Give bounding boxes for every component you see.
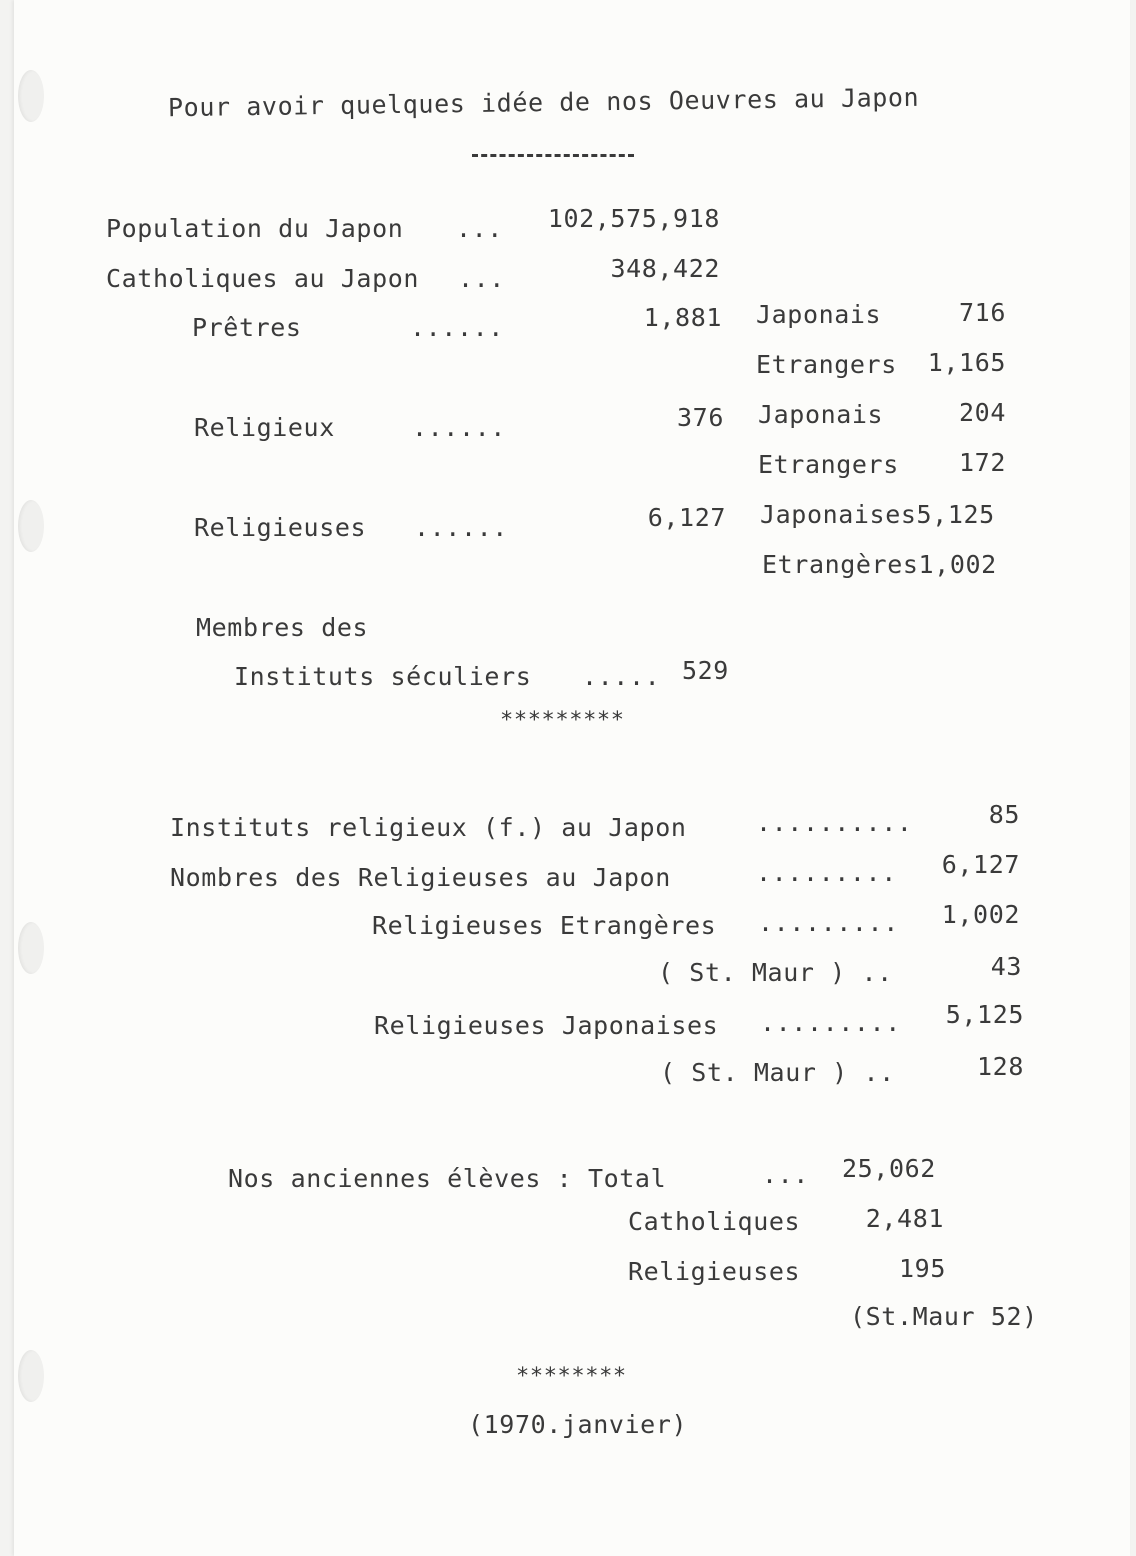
anciennes-eleves-catholiques-value: 2,481 (865, 1204, 944, 1233)
religieux-label: Religieux (194, 413, 335, 442)
instituts-religieux-dots: .......... (756, 808, 913, 837)
pretres-etrangers-label: Etrangers (756, 350, 897, 379)
punch-hole (18, 500, 44, 552)
catholiques-dots: ... (458, 264, 505, 293)
st-maur-etrangeres-value: 43 (990, 952, 1022, 981)
religieux-japonais-value: 204 (959, 398, 1006, 427)
religieuses-label: Religieuses (194, 513, 367, 542)
punch-hole (18, 70, 44, 122)
nombres-religieuses-value: 6,127 (941, 850, 1020, 879)
pretres-label: Prêtres (192, 313, 302, 342)
religieux-value: 376 (677, 403, 724, 432)
instituts-religieux-label: Instituts religieux (f.) au Japon (170, 813, 687, 842)
instituts-seculiers-dots: ..... (582, 662, 661, 691)
population-value: 102,575,918 (547, 204, 720, 233)
religieux-japonais-label: Japonais (758, 400, 884, 429)
section-separator: ********* (500, 708, 625, 733)
st-maur-etrangeres-label: ( St. Maur ) .. (658, 958, 893, 987)
population-label: Population du Japon (106, 214, 404, 243)
st-maur-japonaises-label: ( St. Maur ) .. (660, 1058, 895, 1087)
anciennes-eleves-total-label: Nos anciennes élèves : Total (228, 1164, 667, 1193)
anciennes-eleves-religieuses-value: 195 (899, 1254, 946, 1283)
religieuses-value: 6,127 (647, 503, 726, 532)
pretres-japonais-value: 716 (959, 298, 1006, 327)
page-title: Pour avoir quelques idée de nos Oeuvres au Japon (167, 82, 920, 123)
title-rule (472, 154, 634, 157)
anciennes-eleves-total-value: 25,062 (842, 1154, 936, 1183)
pretres-etrangers-value: 1,165 (927, 348, 1006, 377)
membres-label: Membres des (196, 613, 369, 642)
religieuses-dots: ...... (414, 513, 508, 542)
punch-hole (18, 922, 44, 974)
instituts-religieux-value: 85 (988, 800, 1020, 829)
religieux-etrangers-value: 172 (959, 448, 1006, 477)
final-separator: ******** (516, 1364, 627, 1389)
population-dots: ... (456, 214, 503, 243)
instituts-seculiers-value: 529 (682, 656, 729, 685)
anciennes-eleves-catholiques-label: Catholiques (628, 1207, 801, 1236)
nombres-religieuses-dots: ......... (756, 858, 897, 887)
religieuses-etrangeres: Etrangères1,002 (762, 550, 997, 579)
anciennes-eleves-st-maur: (St.Maur 52) (850, 1302, 1038, 1331)
pretres-japonais-label: Japonais (756, 300, 882, 329)
st-maur-japonaises-value: 128 (977, 1052, 1024, 1081)
religieuses-japonaises-value: 5,125 (945, 1000, 1024, 1029)
catholiques-label: Catholiques au Japon (106, 264, 420, 293)
pretres-dots: ...... (410, 313, 504, 342)
anciennes-eleves-dots: ... (762, 1160, 809, 1189)
anciennes-eleves-religieuses-label: Religieuses (628, 1257, 801, 1286)
religieuses-japonaises-dots: ......... (760, 1008, 901, 1037)
religieuses-etrangeres-dots: ......... (758, 908, 899, 937)
pretres-value: 1,881 (643, 303, 722, 332)
catholiques-value: 348,422 (610, 254, 720, 283)
instituts-seculiers-label: Instituts séculiers (234, 662, 532, 691)
religieuses-etrangeres-label: Religieuses Etrangères (372, 911, 717, 940)
religieux-etrangers-label: Etrangers (758, 450, 899, 479)
religieuses-japonaises: Japonaises5,125 (760, 500, 995, 529)
document-date: (1970.janvier) (468, 1410, 688, 1439)
punch-hole (18, 1350, 44, 1402)
religieux-dots: ...... (412, 413, 506, 442)
religieuses-etrangeres-value: 1,002 (941, 900, 1020, 929)
religieuses-japonaises-label: Religieuses Japonaises (374, 1011, 719, 1040)
nombres-religieuses-label: Nombres des Religieuses au Japon (170, 863, 671, 892)
